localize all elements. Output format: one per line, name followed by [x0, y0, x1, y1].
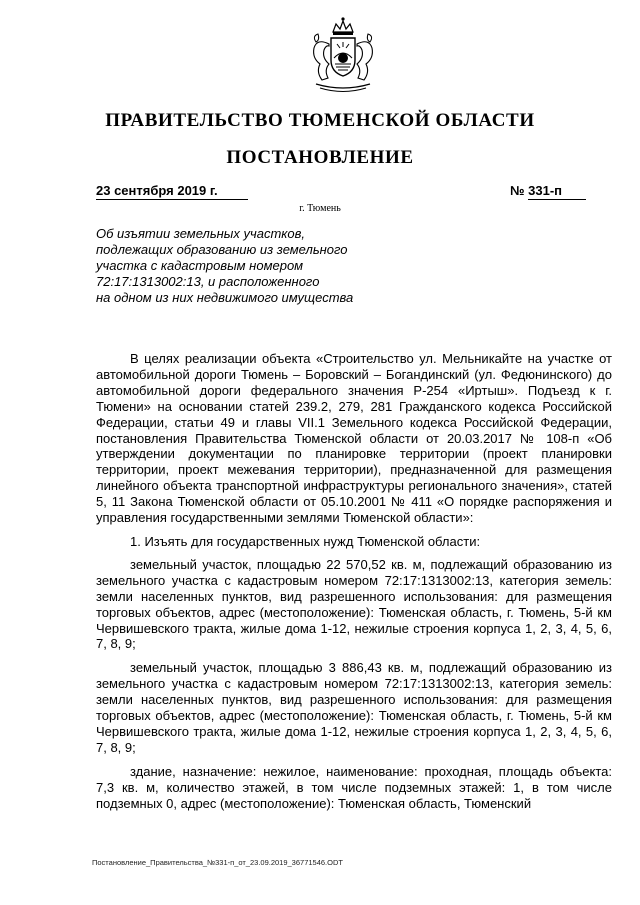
- coat-of-arms-icon: [302, 14, 384, 96]
- subject-line: 72:17:1313002:13, и расположенного: [96, 274, 320, 289]
- paragraph-clause-1: 1. Изъять для государственных нужд Тюменской области:: [130, 533, 481, 549]
- paragraph-land-plot-1: земельный участок, площадью 22 570,52 кв. м, подлежащий образованию из земельного участка с кадастровым номером 72:17:1313002:13, категория земель: земли населенных пунктов, вид разрешенного использования: для размещения торговых объектов, адрес (местоположение): Тюменская область, г. Тюмень, 5-й км Червишевского тракта, жилые дома 1-12, нежилые строения корпуса 1, 2, 3, 4, 5, 6, 7, 8, 9;: [96, 556, 612, 652]
- document-number: [510, 183, 606, 200]
- number-value: 331-п: [528, 183, 586, 200]
- document-type: ПОСТАНОВЛЕНИЕ: [226, 147, 414, 168]
- number-label: №: [510, 183, 525, 198]
- paragraph-building: здание, назначение: нежилое, наименование: проходная, площадь объекта: 7,3 кв. м, количество этажей, в том числе подземных этажей: 1, в том числе подземных 0, адрес (местоположение): Тюменская область, Тюменский: [96, 763, 612, 811]
- document-date: 23 сентября 2019 г.: [96, 183, 248, 200]
- paragraph-preamble: В целях реализации объекта «Строительство ул. Мельникайте на участке от автомобильной дороги Тюмень – Боровский – Богандинский (ул. Федюнинского) до автомобильной дороги федерального значения Р-254 «Иртыш». Подъезд к г. Тюмени» на основании статей 239.2, 279, 281 Гражданского кодекса Российской Федерации, статьи 49 и главы VII.1 Земельного кодекса Российской Федерации, постановления Правительства Тюменской области от 20.03.2017 № 108-п «Об утверждении документации по планировке территории (проект планировки территории, проект межевания территории), предназначенной для размещения линейного объекта транспортной инфраструктуры регионального значения», статей 5, 11 Закона Тюменской области от 05.10.2001 № 411 «О порядке распоряжения и управления государственными землями Тюменской области»:: [96, 351, 612, 526]
- paragraph-land-plot-2: земельный участок, площадью 3 886,43 кв. м, подлежащий образованию из земельного участка с кадастровым номером 72:17:1313002:13, категория земель: земли населенных пунктов, вид разрешенного использования: для размещения торговых объектов, адрес (местоположение): Тюменская область, г. Тюмень, 5-й км Червишевского тракта, жилые дома 1-12, нежилые строения корпуса 1, 2, 3, 4, 5, 6, 7, 8, 9;: [96, 660, 612, 755]
- government-title: ПРАВИТЕЛЬСТВО ТЮМЕНСКОЙ ОБЛАСТИ: [105, 110, 535, 131]
- subject-line: на одном из них недвижимого имущества: [96, 290, 354, 305]
- subject-line: участка с кадастровым номером: [96, 258, 304, 273]
- document-body: [96, 351, 612, 819]
- subject-line: подлежащих образованию из земельного: [96, 242, 348, 257]
- document-subject: [96, 226, 396, 306]
- file-footer: Постановление_Правительства_№331-п_от_23.09.2019_36771546.ODT: [92, 858, 343, 867]
- city: г. Тюмень: [299, 203, 341, 214]
- subject-line: Об изъятии земельных участков,: [96, 226, 306, 241]
